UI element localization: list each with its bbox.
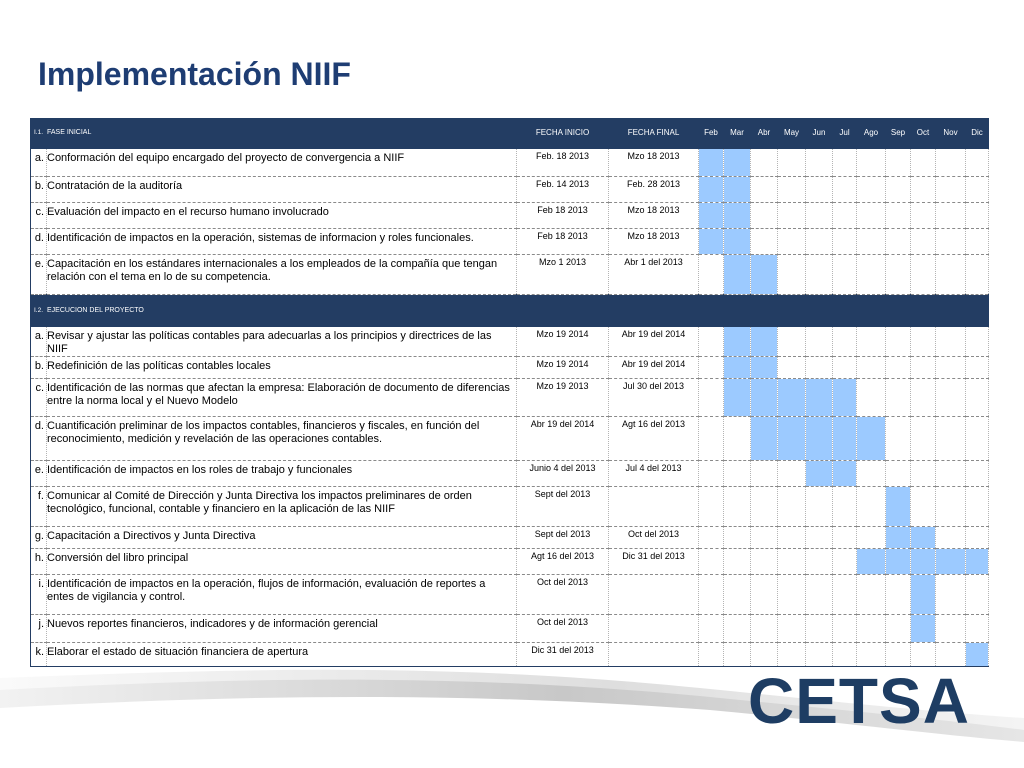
gantt-empty-cell [778, 642, 806, 666]
gantt-empty-cell [886, 254, 911, 294]
task-letter: a. [31, 326, 47, 356]
task-end-date: Mzo 18 2013 [609, 148, 699, 176]
gantt-empty-cell [911, 378, 936, 416]
task-description: Revisar y ajustar las políticas contables para adecuarlas a los principios y directrices de las NIIF [47, 326, 517, 356]
gantt-empty-cell [886, 416, 911, 460]
task-description: Evaluación del impacto en el recurso humano involucrado [47, 202, 517, 228]
gantt-empty-cell [806, 526, 833, 548]
month-header-sep: Sep [886, 118, 911, 148]
gantt-bar-cell [833, 416, 857, 460]
task-end-date: Jul 30 del 2013 [609, 378, 699, 416]
gantt-empty-cell [886, 460, 911, 486]
gantt-empty-cell [699, 378, 724, 416]
gantt-bar-cell [724, 378, 751, 416]
header-start-date: FECHA INICIO [517, 118, 609, 148]
gantt-empty-cell [936, 460, 966, 486]
gantt-bar-cell [724, 254, 751, 294]
task-letter: a. [31, 148, 47, 176]
gantt-empty-cell [936, 642, 966, 666]
task-row [31, 326, 989, 356]
gantt-empty-cell [724, 526, 751, 548]
gantt-empty-cell [778, 356, 806, 378]
task-end-date: Oct del 2013 [609, 526, 699, 548]
task-start-date: Abr 19 del 2014 [517, 416, 609, 460]
gantt-empty-cell [886, 326, 911, 356]
task-description: Capacitación a Directivos y Junta Directiva [47, 526, 517, 548]
task-letter: h. [31, 548, 47, 574]
task-letter: e. [31, 254, 47, 294]
gantt-empty-cell [886, 378, 911, 416]
gantt-empty-cell [857, 148, 886, 176]
gantt-bar-cell [857, 548, 886, 574]
gantt-empty-cell [833, 526, 857, 548]
gantt-bar-cell [806, 378, 833, 416]
task-row [31, 548, 989, 574]
gantt-bar-cell [911, 526, 936, 548]
gantt-empty-cell [699, 416, 724, 460]
task-description: Identificación de las normas que afectan la empresa: Elaboración de documento de diferencias entre la norma local y el Nuevo Modelo [47, 378, 517, 416]
gantt-empty-cell [966, 148, 989, 176]
gantt-empty-cell [886, 176, 911, 202]
task-start-date: Feb. 18 2013 [517, 148, 609, 176]
gantt-empty-cell [778, 148, 806, 176]
task-letter: d. [31, 228, 47, 254]
gantt-empty-cell [911, 356, 936, 378]
gantt-empty-cell [936, 176, 966, 202]
task-description: Identificación de impactos en los roles de trabajo y funcionales [47, 460, 517, 486]
gantt-bar-cell [724, 356, 751, 378]
header-blank [966, 294, 989, 326]
task-description: Conformación del equipo encargado del proyecto de convergencia a NIIF [47, 148, 517, 176]
task-start-date: Sept del 2013 [517, 526, 609, 548]
gantt-empty-cell [699, 548, 724, 574]
gantt-empty-cell [806, 642, 833, 666]
task-end-date: Dic 31 del 2013 [609, 548, 699, 574]
gantt-bar-cell [911, 548, 936, 574]
gantt-bar-cell [699, 148, 724, 176]
gantt-empty-cell [966, 202, 989, 228]
gantt-empty-cell [936, 356, 966, 378]
task-start-date: Mzo 1 2013 [517, 254, 609, 294]
gantt-empty-cell [966, 574, 989, 614]
month-header-jul: Jul [833, 118, 857, 148]
gantt-empty-cell [833, 202, 857, 228]
task-row [31, 176, 989, 202]
gantt-bar-cell [911, 614, 936, 642]
gantt-empty-cell [886, 148, 911, 176]
gantt-bar-cell [751, 416, 778, 460]
task-row [31, 460, 989, 486]
gantt-empty-cell [833, 548, 857, 574]
gantt-empty-cell [833, 254, 857, 294]
task-row [31, 378, 989, 416]
gantt-empty-cell [778, 176, 806, 202]
gantt-empty-cell [966, 614, 989, 642]
task-row [31, 416, 989, 460]
gantt-empty-cell [778, 326, 806, 356]
gantt-empty-cell [911, 254, 936, 294]
task-start-date: Mzo 19 2013 [517, 378, 609, 416]
gantt-empty-cell [699, 526, 724, 548]
header-blank [886, 294, 911, 326]
gantt-empty-cell [857, 460, 886, 486]
task-row [31, 486, 989, 526]
section-number: I.2. [31, 294, 47, 326]
gantt-empty-cell [806, 326, 833, 356]
gantt-bar-cell [778, 378, 806, 416]
task-letter: b. [31, 176, 47, 202]
gantt-bar-cell [751, 378, 778, 416]
gantt-empty-cell [857, 642, 886, 666]
gantt-empty-cell [699, 326, 724, 356]
task-letter: i. [31, 574, 47, 614]
task-description: Cuantificación preliminar de los impactos contables, financieros y fiscales, en función del reconocimiento, medición y revelación de las operaciones contables. [47, 416, 517, 460]
gantt-empty-cell [857, 326, 886, 356]
gantt-empty-cell [833, 356, 857, 378]
gantt-empty-cell [966, 486, 989, 526]
task-row [31, 526, 989, 548]
gantt-empty-cell [857, 176, 886, 202]
gantt-empty-cell [857, 486, 886, 526]
gantt-empty-cell [857, 356, 886, 378]
gantt-empty-cell [699, 642, 724, 666]
gantt-empty-cell [806, 614, 833, 642]
month-header-may: May [778, 118, 806, 148]
task-start-date: Oct del 2013 [517, 614, 609, 642]
gantt-empty-cell [886, 356, 911, 378]
task-row [31, 574, 989, 614]
task-description: Nuevos reportes financieros, indicadores y de información gerencial [47, 614, 517, 642]
gantt-empty-cell [936, 416, 966, 460]
gantt-bar-cell [751, 326, 778, 356]
section-header-row [31, 294, 989, 326]
gantt-bar-cell [857, 416, 886, 460]
section-number: I.1. [31, 118, 47, 148]
gantt-empty-cell [833, 228, 857, 254]
task-start-date: Agt 16 del 2013 [517, 548, 609, 574]
gantt-bar-cell [911, 574, 936, 614]
task-description: Contratación de la auditoría [47, 176, 517, 202]
task-start-date: Junio 4 del 2013 [517, 460, 609, 486]
task-row [31, 356, 989, 378]
month-header-feb: Feb [699, 118, 724, 148]
slide-title: Implementación NIIF [38, 56, 351, 92]
gantt-empty-cell [911, 326, 936, 356]
task-start-date: Sept del 2013 [517, 486, 609, 526]
gantt-empty-cell [806, 574, 833, 614]
task-description: Elaborar el estado de situación financiera de apertura [47, 642, 517, 666]
gantt-empty-cell [966, 460, 989, 486]
gantt-empty-cell [886, 202, 911, 228]
header-blank [936, 294, 966, 326]
task-start-date: Feb 18 2013 [517, 202, 609, 228]
gantt-empty-cell [806, 486, 833, 526]
header-blank [857, 294, 886, 326]
gantt-bar-cell [724, 228, 751, 254]
task-description: Identificación de impactos en la operación, flujos de información, evaluación de reportes a entes de vigilancia y control. [47, 574, 517, 614]
gantt-empty-cell [911, 416, 936, 460]
gantt-bar-cell [724, 148, 751, 176]
gantt-empty-cell [751, 642, 778, 666]
task-description: Capacitación en los estándares internacionales a los empleados de la compañía que tengan relación con el tema en lo de su competencia. [47, 254, 517, 294]
gantt-empty-cell [966, 416, 989, 460]
gantt-bar-cell [936, 548, 966, 574]
gantt-empty-cell [911, 148, 936, 176]
header-blank [833, 294, 857, 326]
gantt-empty-cell [724, 486, 751, 526]
gantt-empty-cell [751, 460, 778, 486]
gantt-empty-cell [857, 202, 886, 228]
task-start-date: Feb. 14 2013 [517, 176, 609, 202]
gantt-empty-cell [936, 148, 966, 176]
gantt-empty-cell [857, 614, 886, 642]
gantt-empty-cell [778, 614, 806, 642]
gantt-bar-cell [699, 202, 724, 228]
gantt-empty-cell [778, 574, 806, 614]
task-end-date: Abr 1 del 2013 [609, 254, 699, 294]
gantt-empty-cell [936, 326, 966, 356]
gantt-empty-cell [936, 486, 966, 526]
gantt-bar-cell [886, 486, 911, 526]
gantt-empty-cell [936, 228, 966, 254]
task-start-date: Dic 31 del 2013 [517, 642, 609, 666]
gantt-empty-cell [936, 254, 966, 294]
gantt-empty-cell [833, 176, 857, 202]
task-row [31, 614, 989, 642]
gantt-bar-cell [751, 254, 778, 294]
gantt-empty-cell [966, 254, 989, 294]
gantt-empty-cell [751, 148, 778, 176]
gantt-empty-cell [911, 642, 936, 666]
task-row [31, 148, 989, 176]
gantt-empty-cell [911, 460, 936, 486]
gantt-empty-cell [724, 574, 751, 614]
gantt-bar-cell [724, 202, 751, 228]
gantt-empty-cell [699, 614, 724, 642]
gantt-empty-cell [806, 148, 833, 176]
gantt-empty-cell [699, 574, 724, 614]
gantt-empty-cell [778, 526, 806, 548]
gantt-empty-cell [857, 574, 886, 614]
task-start-date: Mzo 19 2014 [517, 356, 609, 378]
task-description: Conversión del libro principal [47, 548, 517, 574]
gantt-bar-cell [806, 416, 833, 460]
gantt-empty-cell [806, 254, 833, 294]
section-header-row [31, 118, 989, 148]
gantt-empty-cell [751, 574, 778, 614]
gantt-empty-cell [936, 526, 966, 548]
gantt-table [30, 118, 989, 667]
gantt-bar-cell [699, 176, 724, 202]
task-end-date [609, 574, 699, 614]
month-header-nov: Nov [936, 118, 966, 148]
gantt-bar-cell [833, 378, 857, 416]
task-start-date: Oct del 2013 [517, 574, 609, 614]
gantt-empty-cell [699, 356, 724, 378]
month-header-ago: Ago [857, 118, 886, 148]
task-row [31, 202, 989, 228]
task-end-date: Jul 4 del 2013 [609, 460, 699, 486]
header-blank [609, 294, 699, 326]
header-blank [699, 294, 724, 326]
gantt-empty-cell [911, 486, 936, 526]
task-start-date: Feb 18 2013 [517, 228, 609, 254]
header-blank [751, 294, 778, 326]
section-label: FASE INICIAL [47, 118, 517, 148]
header-end-date: FECHA FINAL [609, 118, 699, 148]
gantt-empty-cell [751, 228, 778, 254]
task-end-date: Agt 16 del 2013 [609, 416, 699, 460]
task-row [31, 228, 989, 254]
gantt-bar-cell [806, 460, 833, 486]
gantt-empty-cell [857, 526, 886, 548]
gantt-empty-cell [724, 548, 751, 574]
gantt-bar-cell [966, 548, 989, 574]
task-letter: g. [31, 526, 47, 548]
gantt-empty-cell [966, 228, 989, 254]
gantt-empty-cell [751, 202, 778, 228]
task-end-date: Abr 19 del 2014 [609, 356, 699, 378]
gantt-empty-cell [778, 486, 806, 526]
gantt-empty-cell [699, 254, 724, 294]
gantt-bar-cell [778, 416, 806, 460]
task-end-date [609, 614, 699, 642]
gantt-empty-cell [857, 254, 886, 294]
gantt-bar-cell [724, 176, 751, 202]
gantt-empty-cell [833, 614, 857, 642]
header-blank [724, 294, 751, 326]
gantt-empty-cell [936, 614, 966, 642]
header-blank [517, 294, 609, 326]
gantt-bar-cell [833, 460, 857, 486]
gantt-bar-cell [886, 548, 911, 574]
gantt-empty-cell [911, 176, 936, 202]
gantt-empty-cell [806, 176, 833, 202]
gantt-empty-cell [936, 202, 966, 228]
task-end-date: Mzo 18 2013 [609, 202, 699, 228]
month-header-dic: Dic [966, 118, 989, 148]
gantt-empty-cell [886, 642, 911, 666]
gantt-empty-cell [833, 642, 857, 666]
gantt-empty-cell [751, 614, 778, 642]
task-row [31, 642, 989, 666]
gantt-empty-cell [936, 378, 966, 416]
month-header-mar: Mar [724, 118, 751, 148]
gantt-empty-cell [806, 548, 833, 574]
gantt-empty-cell [751, 176, 778, 202]
task-end-date [609, 486, 699, 526]
gantt-empty-cell [751, 548, 778, 574]
gantt-empty-cell [857, 228, 886, 254]
gantt-empty-cell [778, 548, 806, 574]
gantt-empty-cell [724, 642, 751, 666]
gantt-empty-cell [724, 460, 751, 486]
gantt-empty-cell [778, 254, 806, 294]
gantt-empty-cell [806, 228, 833, 254]
task-end-date [609, 642, 699, 666]
gantt-empty-cell [966, 378, 989, 416]
gantt-bar-cell [699, 228, 724, 254]
gantt-empty-cell [966, 326, 989, 356]
gantt-empty-cell [966, 526, 989, 548]
gantt-empty-cell [886, 614, 911, 642]
gantt-empty-cell [778, 228, 806, 254]
gantt-bar-cell [886, 526, 911, 548]
gantt-empty-cell [886, 228, 911, 254]
gantt-empty-cell [699, 460, 724, 486]
gantt-bar-cell [966, 642, 989, 666]
task-start-date: Mzo 19 2014 [517, 326, 609, 356]
task-description: Comunicar al Comité de Dirección y Junta Directiva los impactos preliminares de orden tecnológico, funcional, contable y financiero en la aplicación de las NIIF [47, 486, 517, 526]
month-header-oct: Oct [911, 118, 936, 148]
header-blank [806, 294, 833, 326]
gantt-empty-cell [724, 614, 751, 642]
gantt-empty-cell [833, 574, 857, 614]
gantt-empty-cell [833, 326, 857, 356]
cetsa-logo: CETSA [748, 665, 970, 737]
task-letter: k. [31, 642, 47, 666]
gantt-bar-cell [751, 356, 778, 378]
gantt-empty-cell [833, 486, 857, 526]
task-letter: c. [31, 202, 47, 228]
task-row [31, 254, 989, 294]
gantt-bar-cell [724, 326, 751, 356]
gantt-empty-cell [751, 526, 778, 548]
gantt-empty-cell [751, 486, 778, 526]
task-letter: f. [31, 486, 47, 526]
gantt-empty-cell [778, 460, 806, 486]
gantt-empty-cell [911, 202, 936, 228]
gantt-empty-cell [806, 202, 833, 228]
gantt-empty-cell [936, 574, 966, 614]
header-blank [778, 294, 806, 326]
month-header-jun: Jun [806, 118, 833, 148]
header-blank [911, 294, 936, 326]
gantt-empty-cell [699, 486, 724, 526]
section-label: EJECUCION DEL PROYECTO [47, 294, 517, 326]
gantt-empty-cell [966, 356, 989, 378]
gantt-empty-cell [966, 176, 989, 202]
gantt-empty-cell [724, 416, 751, 460]
task-end-date: Feb. 28 2013 [609, 176, 699, 202]
gantt-empty-cell [911, 228, 936, 254]
task-end-date: Mzo 18 2013 [609, 228, 699, 254]
gantt-empty-cell [778, 202, 806, 228]
task-description: Identificación de impactos en la operación, sistemas de informacion y roles funcionales. [47, 228, 517, 254]
gantt-empty-cell [857, 378, 886, 416]
month-header-abr: Abr [751, 118, 778, 148]
gantt-empty-cell [833, 148, 857, 176]
task-description: Redefinición de las políticas contables locales [47, 356, 517, 378]
task-letter: d. [31, 416, 47, 460]
task-letter: b. [31, 356, 47, 378]
task-letter: c. [31, 378, 47, 416]
gantt-empty-cell [886, 574, 911, 614]
task-end-date: Abr 19 del 2014 [609, 326, 699, 356]
gantt-empty-cell [806, 356, 833, 378]
task-letter: e. [31, 460, 47, 486]
task-letter: j. [31, 614, 47, 642]
